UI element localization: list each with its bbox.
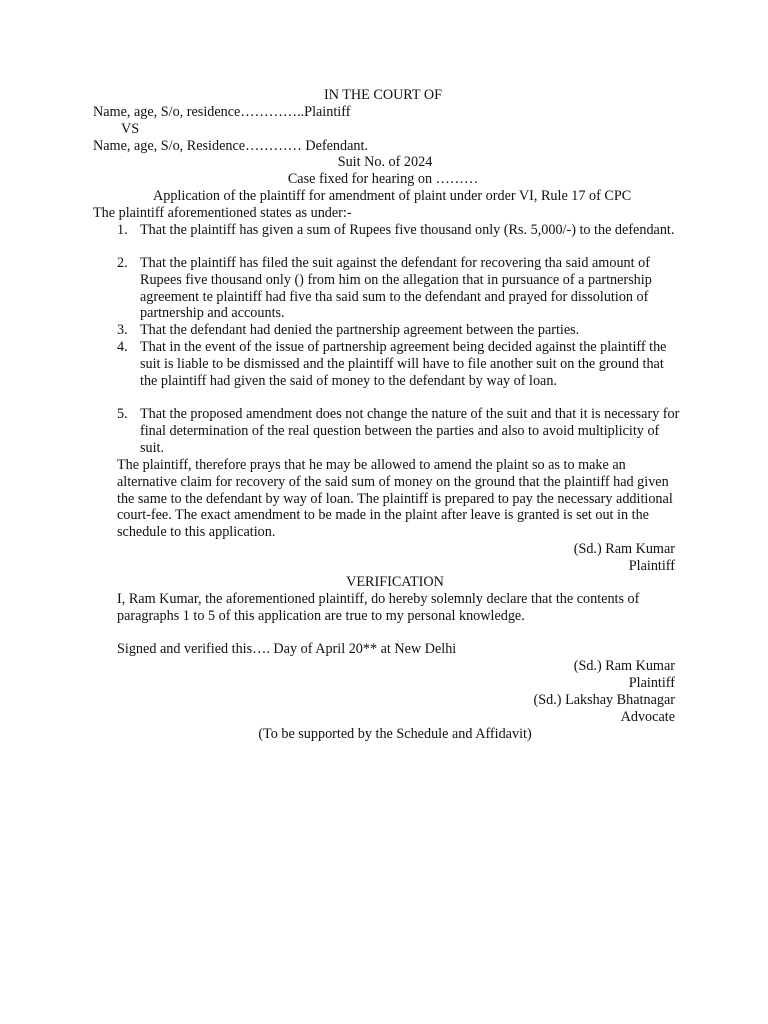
verification-heading: VERIFICATION xyxy=(346,574,444,590)
list-item: That the plaintiff has filed the suit against the defendant for recovering tha said amount of Rupees five thousand only () from him on the allegation that in pursuance of a partnership agreement te plaintiff had five tha said sum to the defendant and prayed for dissolution of partnership and accounts. xyxy=(140,255,652,322)
hearing-line: Case fixed for hearing on ……… xyxy=(287,171,479,187)
list-item: That the plaintiff has given a sum of Rupees five thousand only (Rs. 5,000/-) to the defendant. xyxy=(140,222,675,238)
item-number: 2. xyxy=(117,255,128,271)
defendant-line: Name, age, S/o, Residence………… Defendant. xyxy=(93,138,369,154)
application-title: Application of the plaintiff for amendment of plaint under order VI, Rule 17 of CPC xyxy=(153,188,632,204)
advocate-name: (Sd.) Lakshay Bhatnagar xyxy=(533,692,675,708)
signed-verified-line: Signed and verified this…. Day of April 20** at New Delhi xyxy=(117,641,457,657)
signature-name: (Sd.) Ram Kumar xyxy=(573,658,675,674)
item-number: 5. xyxy=(117,406,128,422)
footer-note: (To be supported by the Schedule and Affidavit) xyxy=(258,726,532,742)
signature-role: Plaintiff xyxy=(628,558,675,574)
court-heading: IN THE COURT OF xyxy=(323,87,443,103)
item-number: 1. xyxy=(117,222,128,238)
list-item: That the proposed amendment does not change the nature of the suit and that it is necessary for final determination of the real question between the parties and also to avoid multiplicity of suit. xyxy=(140,406,680,456)
item-number: 4. xyxy=(117,339,128,355)
list-item: That in the event of the issue of partnership agreement being decided against the plaintiff the suit is liable to be dismissed and the plaintiff will have to file another suit on the ground that the plaintiff had given the said of money to the defendant by way of loan. xyxy=(140,339,667,389)
verification-text: I, Ram Kumar, the aforementioned plaintiff, do hereby solemnly declare that the contents of paragraphs 1 to 5 of this application are true to my personal knowledge. xyxy=(117,591,640,624)
prayer-paragraph: The plaintiff, therefore prays that he may be allowed to amend the plaint so as to make an alternative claim for recovery of the said sum of money on the ground that the plaintiff had given the same to the defendant by way of loan. The plaintiff is prepared to pay the necessary additional court-fee. The exact amendment to be made in the plaint after leave is granted is set out in the schedule to this application. xyxy=(117,457,673,541)
intro-line: The plaintiff aforementioned states as under:- xyxy=(93,205,352,221)
signature-role: Plaintiff xyxy=(628,675,675,691)
versus-label: VS xyxy=(121,121,140,137)
item-number: 3. xyxy=(117,322,128,338)
plaintiff-line: Name, age, S/o, residence…………..Plaintiff xyxy=(93,104,351,120)
suit-number: Suit No. of 2024 xyxy=(337,154,433,170)
advocate-role: Advocate xyxy=(620,709,675,725)
list-item: That the defendant had denied the partnership agreement between the parties. xyxy=(140,322,580,338)
signature-name: (Sd.) Ram Kumar xyxy=(573,541,675,557)
